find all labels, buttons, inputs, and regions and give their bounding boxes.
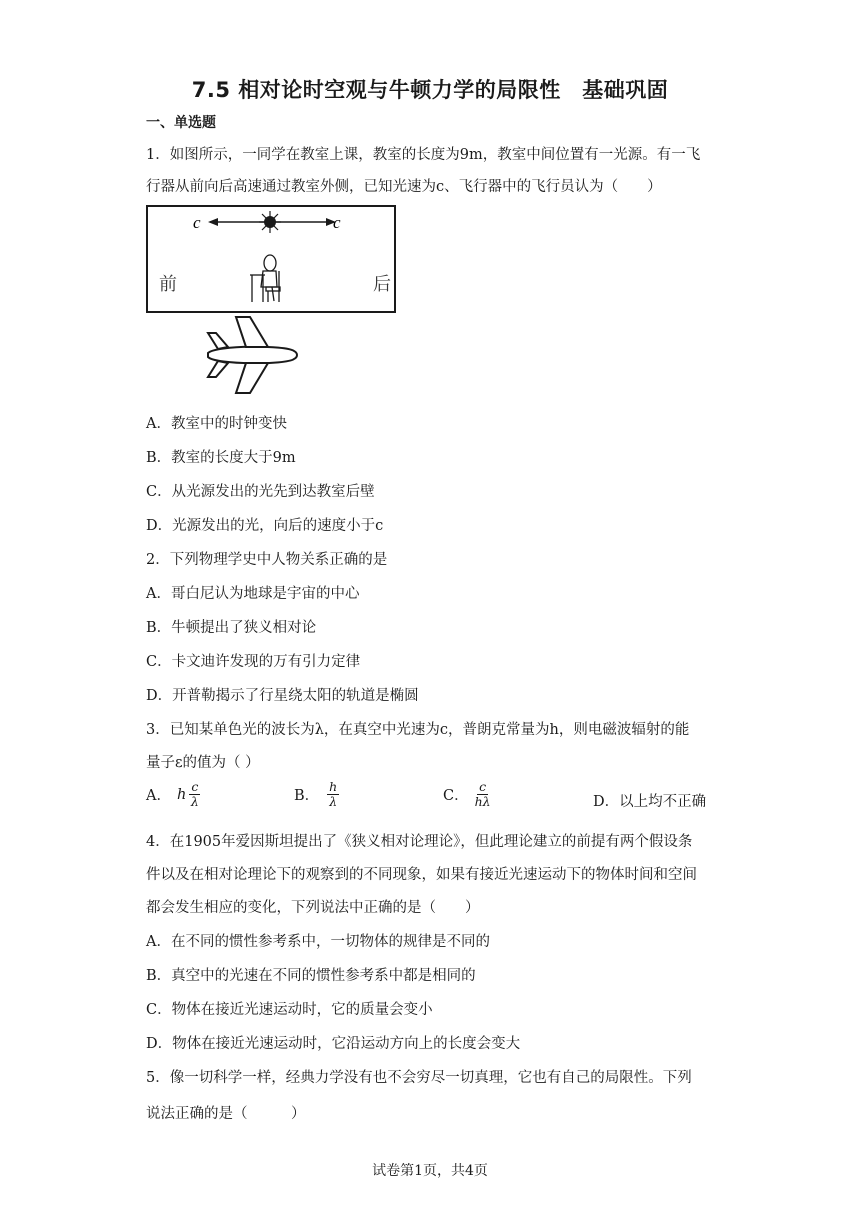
classroom-diagram — [146, 205, 406, 405]
front-label: 前 — [159, 274, 177, 295]
section-heading: 一、单选题 — [146, 115, 216, 131]
question-4-cont: 都会发生相应的变化，下列说法中正确的是（ ） — [146, 900, 480, 916]
option-label: C． — [443, 788, 469, 804]
option-3c — [443, 780, 491, 809]
option-3d: D．以上均不正确 — [593, 794, 707, 810]
option-1d: D．光源发出的光，向后的速度小于c — [146, 518, 384, 534]
option-2c: C．卡文迪许发现的万有引力定律 — [146, 654, 361, 670]
arrow-left-icon — [208, 218, 218, 226]
page-footer: 试卷第1页，共4页 — [372, 1163, 488, 1179]
c-label-right: c — [333, 213, 341, 232]
fraction-denominator: hλ — [474, 794, 491, 809]
option-2a: A．哥白尼认为地球是宇宙的中心 — [146, 586, 360, 602]
fraction-numerator: c — [191, 779, 199, 794]
option-3a — [146, 780, 200, 809]
page-title: 7.5 相对论时空观与牛顿力学的局限性 基础巩固 — [191, 78, 669, 102]
fraction-denominator: λ — [190, 794, 199, 809]
student-icon — [250, 255, 280, 302]
fraction-numerator: c — [479, 779, 487, 794]
c-label-left: c — [193, 213, 201, 232]
option-3b — [294, 780, 339, 809]
math-h: h — [176, 786, 187, 803]
option-4d: D．物体在接近光速运动时，它沿运动方向上的长度会变大 — [146, 1036, 521, 1052]
fraction-numerator: h — [329, 779, 338, 794]
option-4c: C．物体在接近光速运动时，它的质量会变小 — [146, 1002, 433, 1018]
light-source-icon — [259, 211, 281, 233]
option-1a: A．教室中的时钟变快 — [146, 416, 287, 432]
airplane-icon — [208, 317, 297, 393]
option-1b: B．教室的长度大于9m — [146, 450, 296, 466]
fraction — [327, 780, 339, 809]
question-3: 3．已知某单色光的波长为λ，在真空中光速为c，普朗克常量为h，则电磁波辐射的能 — [146, 722, 690, 738]
question-2: 2．下列物理学史中人物关系正确的是 — [146, 552, 388, 568]
fraction — [189, 780, 200, 809]
back-label: 后 — [373, 274, 391, 295]
question-3-options — [146, 780, 726, 820]
fraction-denominator: λ — [329, 794, 338, 809]
question-5-cont: 说法正确的是（ ） — [146, 1106, 306, 1122]
option-2d: D．开普勒揭示了行星绕太阳的轨道是椭圆 — [146, 688, 419, 704]
fraction — [475, 780, 491, 809]
option-1c: C．从光源发出的光先到达教室后壁 — [146, 484, 375, 500]
question-3-cont: 量子ε的值为（ ） — [146, 755, 260, 771]
text-line: 行器从前向后高速通过教室外侧，已知光速为c、飞行器中的飞行员认为（ ） — [146, 179, 662, 195]
option-4b: B．真空中的光速在不同的惯性参考系中都是相同的 — [146, 968, 476, 984]
question-5: 5．像一切科学一样，经典力学没有也不会穷尽一切真理，它也有自己的局限性。下列 — [146, 1070, 692, 1086]
option-4a: A．在不同的惯性参考系中，一切物体的规律是不同的 — [146, 934, 490, 950]
text-line: 1．如图所示，一同学在教室上课，教室的长度为9m，教室中间位置有一光源。有一飞 — [146, 147, 701, 163]
question-4-cont: 件以及在相对论理论下的观察到的不同现象，如果有接近光速运动下的物体时间和空间 — [146, 867, 697, 883]
option-label: B． — [294, 788, 320, 804]
question-4: 4．在1905年爱因斯坦提出了《狭义相对论理论》，但此理论建立的前提有两个假设条 — [146, 834, 693, 850]
classroom-figure — [146, 205, 406, 409]
option-2b: B．牛顿提出了狭义相对论 — [146, 620, 317, 636]
option-label: A． — [146, 788, 171, 804]
